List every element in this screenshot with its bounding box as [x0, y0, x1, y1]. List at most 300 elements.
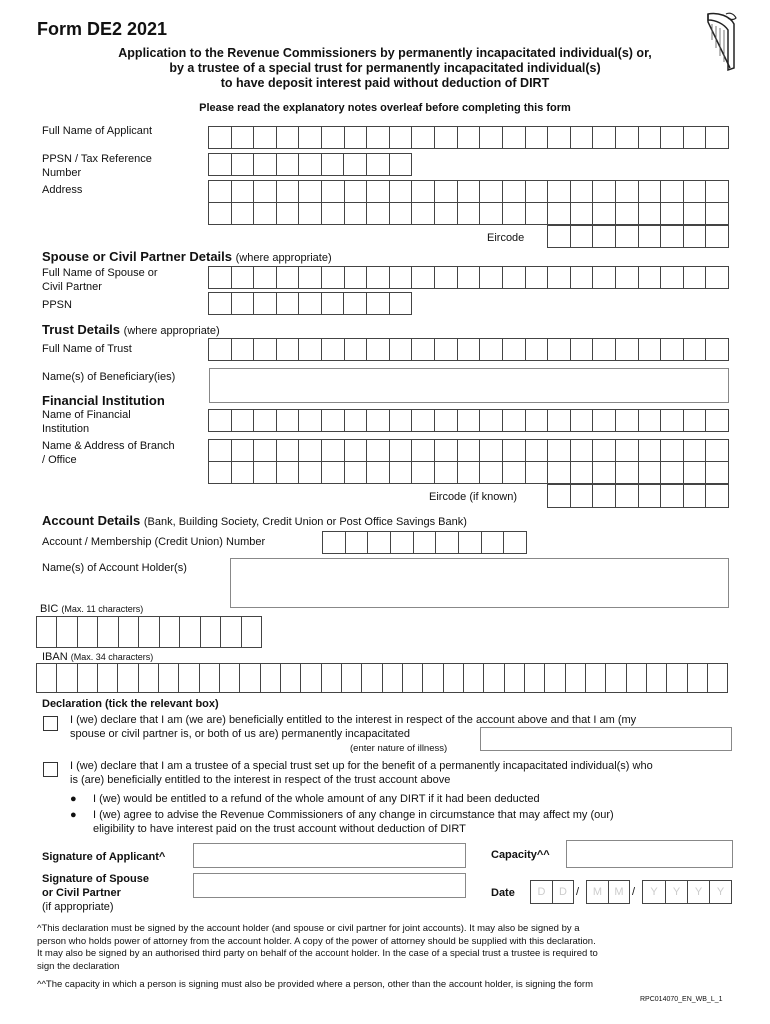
char-cell — [616, 226, 639, 248]
account-holders-input[interactable] — [230, 558, 729, 608]
char-cell — [118, 664, 138, 693]
char-cell — [706, 440, 729, 462]
char-cell — [661, 440, 684, 462]
char-cell — [435, 410, 458, 432]
char-cell — [444, 664, 464, 693]
subtitle-line-3: to have deposit interest paid without deduction of DIRT — [220, 76, 550, 90]
char-cell — [232, 440, 255, 462]
char-cell — [301, 664, 321, 693]
char-cell — [57, 664, 77, 693]
char-cell — [412, 181, 435, 203]
option-2-line-2: is (are) beneficially entitled to the interest in respect of the trust account above — [70, 774, 451, 786]
char-cell — [412, 127, 435, 149]
bullet-2-text — [93, 808, 614, 836]
char-cell — [403, 664, 423, 693]
char-cell — [323, 532, 346, 554]
char-cell — [232, 339, 255, 361]
spouse-name-label — [42, 266, 158, 294]
trust-name-label: Full Name of Trust — [42, 343, 132, 355]
char-cell — [367, 410, 390, 432]
char-cell — [616, 181, 639, 203]
char-cell — [345, 203, 368, 225]
char-cell — [480, 267, 503, 289]
char-cell — [639, 267, 662, 289]
char-cell — [571, 226, 594, 248]
char-cell — [344, 154, 367, 176]
address-line-2-input[interactable] — [208, 202, 729, 225]
char-cell — [525, 664, 545, 693]
char-cell — [254, 127, 277, 149]
harp-logo-icon — [700, 10, 740, 74]
account-number-label: Account / Membership (Credit Union) Number — [42, 536, 266, 548]
char-cell — [261, 664, 281, 693]
char-cell — [390, 440, 413, 462]
char-cell — [299, 410, 322, 432]
char-cell — [616, 127, 639, 149]
spouse-signature-line-1: Signature of Spouse — [42, 873, 149, 885]
char-cell — [480, 203, 503, 225]
institution-name-input[interactable] — [208, 409, 729, 432]
declaration-option-2-text — [70, 759, 653, 787]
ppsn-label — [42, 152, 152, 180]
bic-label-note: (Max. 11 characters) — [61, 604, 144, 614]
iban-label-note: (Max. 34 characters) — [70, 652, 154, 662]
char-cell — [606, 664, 626, 693]
char-cell — [706, 181, 729, 203]
char-cell — [209, 127, 232, 149]
declaration-option-2-checkbox[interactable] — [43, 762, 58, 777]
char-cell — [639, 440, 662, 462]
char-cell — [684, 339, 707, 361]
option-1-line-2: spouse or civil partner is, or both of us are) permanently incapacitated — [70, 728, 410, 740]
char-cell — [232, 203, 255, 225]
char-cell — [139, 664, 159, 693]
char-cell — [480, 181, 503, 203]
char-cell — [458, 440, 481, 462]
char-cell — [484, 664, 504, 693]
char-cell — [209, 203, 232, 225]
iban-label — [42, 650, 153, 664]
char-cell — [254, 181, 277, 203]
char-cell — [209, 267, 232, 289]
subtitle-line-1: Application to the Revenue Commissioners by permanently incapacitated individual(s) or, — [118, 46, 652, 60]
char-cell — [322, 664, 342, 693]
branch-line-2-input[interactable] — [208, 461, 729, 484]
char-cell — [277, 127, 300, 149]
institution-name-label-line-1: Name of Financial — [42, 409, 131, 421]
branch-eircode-input[interactable] — [547, 484, 729, 508]
bullet-2-marker: ● — [70, 809, 77, 821]
spouse-signature-line-3: (if appropriate) — [42, 901, 114, 913]
char-cell — [232, 127, 255, 149]
char-cell — [342, 664, 362, 693]
char-cell — [390, 203, 413, 225]
char-cell — [368, 532, 391, 554]
char-cell — [616, 339, 639, 361]
char-cell — [390, 462, 413, 484]
spouse-name-label-line-1: Full Name of Spouse or — [42, 267, 158, 279]
char-cell — [593, 462, 616, 484]
char-cell — [367, 154, 390, 176]
institution-name-label — [42, 408, 131, 436]
char-cell — [571, 267, 594, 289]
char-cell — [322, 339, 345, 361]
char-cell — [706, 226, 729, 248]
char-cell — [209, 293, 232, 315]
char-cell — [458, 462, 481, 484]
char-cell — [299, 181, 322, 203]
char-cell — [160, 617, 180, 648]
date-day-input[interactable] — [530, 880, 574, 904]
account-heading-note: (Bank, Building Society, Credit Union or Post Office Savings Bank) — [143, 516, 467, 528]
char-cell — [480, 339, 503, 361]
date-cell-y1: Y — [643, 881, 666, 904]
trust-heading-note: (where appropriate) — [123, 325, 220, 337]
char-cell — [548, 462, 571, 484]
char-cell — [179, 664, 199, 693]
char-cell — [503, 410, 526, 432]
char-cell — [616, 410, 639, 432]
char-cell — [299, 462, 322, 484]
char-cell — [78, 664, 98, 693]
date-separator-2: / — [632, 886, 636, 898]
char-cell — [78, 617, 98, 648]
spouse-heading-note: (where appropriate) — [235, 252, 332, 264]
char-cell — [322, 462, 345, 484]
form-subtitle — [60, 46, 710, 91]
spouse-ppsn-input[interactable] — [208, 292, 412, 315]
char-cell — [254, 267, 277, 289]
char-cell — [706, 410, 729, 432]
address-line-1-input[interactable] — [208, 180, 729, 203]
applicant-name-input[interactable] — [208, 126, 729, 149]
footnote-2: ^^The capacity in which a person is signing must also be provided where a person, other than the account holder, is signing the form — [37, 979, 594, 990]
char-cell — [390, 339, 413, 361]
illness-hint: (enter nature of illness) — [350, 743, 448, 754]
char-cell — [254, 203, 277, 225]
char-cell — [459, 532, 482, 554]
char-cell — [480, 462, 503, 484]
char-cell — [159, 664, 179, 693]
char-cell — [254, 410, 277, 432]
char-cell — [684, 410, 707, 432]
applicant-name-label: Full Name of Applicant — [42, 125, 153, 137]
char-cell — [548, 410, 571, 432]
bic-label — [40, 602, 143, 616]
char-cell — [639, 127, 662, 149]
char-cell — [390, 267, 413, 289]
char-cell — [277, 203, 300, 225]
trust-name-input[interactable] — [208, 338, 729, 361]
char-cell — [390, 181, 413, 203]
char-cell — [661, 203, 684, 225]
trust-heading-text: Trust Details — [42, 322, 121, 337]
char-cell — [209, 339, 232, 361]
capacity-label: Capacity^^ — [491, 849, 550, 861]
char-cell — [281, 664, 301, 693]
char-cell — [548, 267, 571, 289]
char-cell — [616, 462, 639, 484]
char-cell — [232, 267, 255, 289]
char-cell — [503, 267, 526, 289]
char-cell — [706, 203, 729, 225]
char-cell — [435, 127, 458, 149]
date-cell-y4: Y — [710, 881, 732, 904]
beneficiaries-label: Name(s) of Beneficiary(ies) — [42, 371, 176, 383]
char-cell — [571, 410, 594, 432]
char-cell — [616, 267, 639, 289]
char-cell — [390, 154, 413, 176]
footnote-1-line-3: It may also be signed by an authorised third party on behalf of the account holder. In the case of a special trust a trustee is required to — [37, 948, 598, 959]
date-cell-m2: M — [609, 881, 630, 904]
account-heading — [42, 513, 467, 528]
char-cell — [362, 664, 382, 693]
account-heading-text: Account Details — [42, 513, 141, 528]
declaration-heading: Declaration (tick the relevant box) — [42, 698, 219, 710]
char-cell — [706, 339, 729, 361]
char-cell — [180, 617, 200, 648]
char-cell — [209, 462, 232, 484]
char-cell — [367, 127, 390, 149]
char-cell — [277, 267, 300, 289]
char-cell — [242, 617, 262, 648]
char-cell — [299, 154, 322, 176]
char-cell — [684, 203, 707, 225]
beneficiaries-input[interactable] — [209, 368, 729, 403]
date-cell-y3: Y — [688, 881, 710, 904]
char-cell — [706, 267, 729, 289]
char-cell — [345, 127, 368, 149]
char-cell — [593, 226, 616, 248]
char-cell — [458, 181, 481, 203]
char-cell — [480, 410, 503, 432]
char-cell — [201, 617, 221, 648]
char-cell — [200, 664, 220, 693]
footnote-1-line-2: person who holds power of attorney from the account holder. A copy of the power of attorney should be supplied with this declaration. — [37, 935, 596, 947]
char-cell — [593, 339, 616, 361]
char-cell — [526, 267, 549, 289]
form-reference: RPC014070_EN_WB_L_1 — [640, 996, 723, 1003]
ppsn-label-line-2: Number — [42, 167, 82, 179]
char-cell — [548, 127, 571, 149]
declaration-option-1-checkbox[interactable] — [43, 716, 58, 731]
iban-input[interactable] — [36, 663, 728, 693]
char-cell — [57, 617, 77, 648]
char-cell — [423, 664, 443, 693]
char-cell — [706, 485, 729, 508]
char-cell — [345, 339, 368, 361]
char-cell — [367, 267, 390, 289]
char-cell — [586, 664, 606, 693]
char-cell — [412, 339, 435, 361]
branch-line-1-input[interactable] — [208, 439, 729, 462]
char-cell — [661, 181, 684, 203]
footnote-1-line-1: ^This declaration must be signed by the account holder (and spouse or civil partner for joint accounts). It may also be signed by a — [37, 923, 580, 934]
char-cell — [322, 203, 345, 225]
char-cell — [277, 293, 300, 315]
char-cell — [299, 203, 322, 225]
char-cell — [593, 127, 616, 149]
bullet-2-line-1: I (we) agree to advise the Revenue Commissioners of any change in circumstance that may affect my (our) — [93, 809, 614, 821]
char-cell — [503, 440, 526, 462]
char-cell — [480, 127, 503, 149]
bic-label-text: BIC — [40, 603, 59, 615]
spouse-heading — [42, 249, 332, 264]
char-cell — [412, 440, 435, 462]
char-cell — [593, 181, 616, 203]
date-label: Date — [491, 887, 515, 899]
char-cell — [435, 267, 458, 289]
char-cell — [684, 485, 707, 508]
char-cell — [661, 127, 684, 149]
date-year-input[interactable] — [642, 880, 732, 904]
bullet-2-line-2: eligibility to have interest paid on the trust account without deduction of DIRT — [93, 823, 466, 835]
char-cell — [435, 440, 458, 462]
char-cell — [571, 440, 594, 462]
branch-label — [42, 439, 175, 467]
char-cell — [209, 410, 232, 432]
institution-heading: Financial Institution — [42, 393, 165, 408]
spouse-signature-line-2: or Civil Partner — [42, 887, 121, 899]
char-cell — [412, 267, 435, 289]
char-cell — [391, 532, 414, 554]
date-cell-d1: D — [531, 881, 553, 904]
char-cell — [346, 532, 369, 554]
char-cell — [458, 267, 481, 289]
date-separator-1: / — [576, 886, 580, 898]
char-cell — [593, 203, 616, 225]
char-cell — [503, 339, 526, 361]
char-cell — [526, 203, 549, 225]
char-cell — [435, 339, 458, 361]
char-cell — [254, 440, 277, 462]
char-cell — [526, 181, 549, 203]
char-cell — [390, 127, 413, 149]
char-cell — [627, 664, 647, 693]
char-cell — [684, 127, 707, 149]
char-cell — [322, 440, 345, 462]
char-cell — [661, 226, 684, 248]
capacity-input[interactable] — [566, 840, 733, 868]
char-cell — [505, 664, 525, 693]
char-cell — [139, 617, 159, 648]
bullet-1-text: I (we) would be entitled to a refund of the whole amount of any DIRT if it had been deducted — [93, 793, 540, 805]
char-cell — [277, 154, 300, 176]
branch-label-line-1: Name & Address of Branch — [42, 440, 175, 452]
applicant-signature-label: Signature of Applicant^ — [42, 851, 166, 863]
char-cell — [684, 181, 707, 203]
account-number-input[interactable] — [322, 531, 527, 554]
char-cell — [412, 203, 435, 225]
char-cell — [571, 203, 594, 225]
char-cell — [390, 410, 413, 432]
char-cell — [345, 440, 368, 462]
address-label: Address — [42, 184, 83, 196]
char-cell — [299, 127, 322, 149]
char-cell — [706, 462, 729, 484]
char-cell — [571, 339, 594, 361]
char-cell — [593, 410, 616, 432]
char-cell — [414, 532, 437, 554]
char-cell — [684, 267, 707, 289]
char-cell — [412, 410, 435, 432]
char-cell — [458, 127, 481, 149]
char-cell — [526, 127, 549, 149]
spouse-name-input[interactable] — [208, 266, 729, 289]
char-cell — [503, 462, 526, 484]
char-cell — [458, 410, 481, 432]
char-cell — [526, 339, 549, 361]
branch-label-line-2: / Office — [42, 454, 77, 466]
spouse-name-label-line-2: Civil Partner — [42, 281, 102, 293]
form-title: Form DE2 2021 — [37, 19, 168, 39]
char-cell — [688, 664, 708, 693]
char-cell — [367, 203, 390, 225]
char-cell — [299, 293, 322, 315]
char-cell — [254, 339, 277, 361]
char-cell — [571, 462, 594, 484]
char-cell — [571, 127, 594, 149]
date-month-input[interactable] — [586, 880, 630, 904]
char-cell — [209, 440, 232, 462]
char-cell — [299, 267, 322, 289]
char-cell — [98, 664, 118, 693]
illness-input[interactable] — [480, 727, 732, 751]
char-cell — [639, 226, 662, 248]
branch-eircode-label: Eircode (if known) — [429, 491, 518, 503]
char-cell — [232, 181, 255, 203]
option-2-line-1: I (we) declare that I am a trustee of a special trust set up for the benefit of a permanently incapacitated individual(s) who — [70, 760, 653, 772]
char-cell — [254, 154, 277, 176]
char-cell — [526, 410, 549, 432]
char-cell — [661, 485, 684, 508]
char-cell — [548, 203, 571, 225]
char-cell — [504, 532, 527, 554]
ppsn-input[interactable] — [208, 153, 412, 176]
char-cell — [322, 293, 345, 315]
spouse-signature-input[interactable] — [193, 873, 466, 898]
char-cell — [435, 462, 458, 484]
char-cell — [684, 226, 707, 248]
subtitle-line-2: by a trustee of a special trust for permanently incapacitated individual(s) — [169, 61, 601, 75]
char-cell — [322, 410, 345, 432]
char-cell — [639, 339, 662, 361]
char-cell — [593, 267, 616, 289]
char-cell — [464, 664, 484, 693]
trust-heading — [42, 322, 220, 337]
char-cell — [322, 267, 345, 289]
char-cell — [503, 203, 526, 225]
char-cell — [209, 181, 232, 203]
char-cell — [571, 485, 594, 508]
eircode-input[interactable] — [547, 225, 729, 248]
char-cell — [566, 664, 586, 693]
char-cell — [299, 339, 322, 361]
char-cell — [639, 410, 662, 432]
applicant-signature-input[interactable] — [193, 843, 466, 868]
char-cell — [548, 339, 571, 361]
char-cell — [616, 485, 639, 508]
char-cell — [436, 532, 459, 554]
char-cell — [240, 664, 260, 693]
char-cell — [254, 293, 277, 315]
char-cell — [706, 127, 729, 149]
char-cell — [708, 664, 728, 693]
char-cell — [503, 181, 526, 203]
bic-input[interactable] — [36, 616, 262, 648]
char-cell — [593, 485, 616, 508]
char-cell — [616, 440, 639, 462]
